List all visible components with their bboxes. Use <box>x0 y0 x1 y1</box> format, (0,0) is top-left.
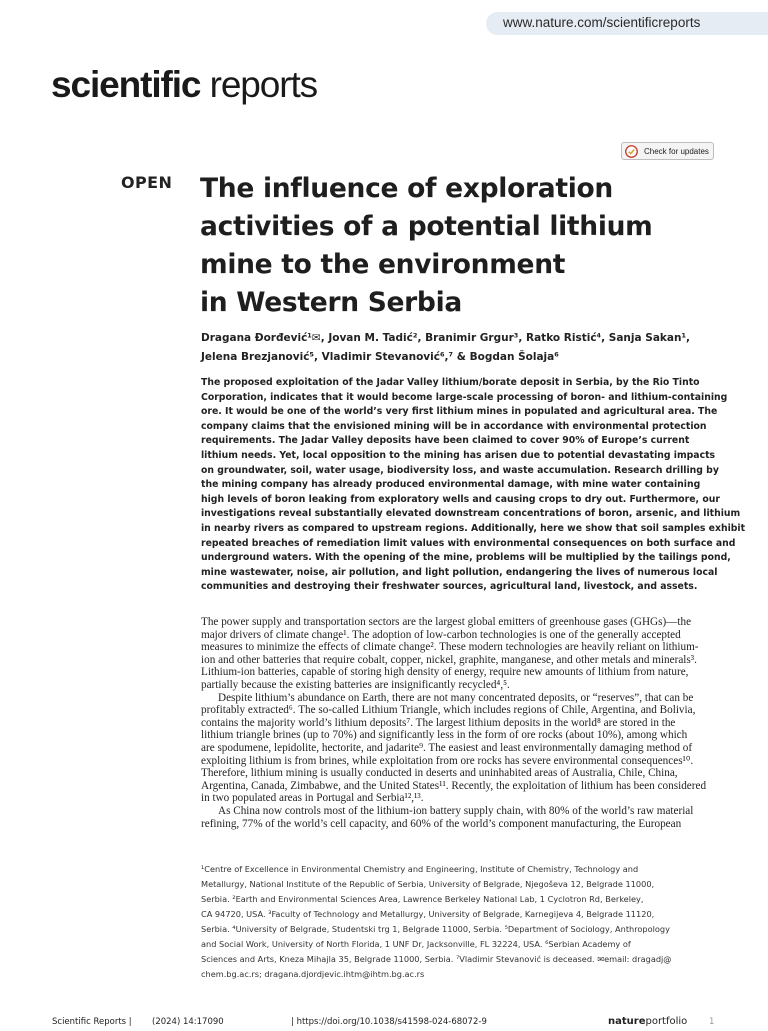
body-line: measures to minimize the effects of climate change². These modern technologies are heavily reliant on lithium- <box>201 641 699 654</box>
abstract-line: requirements. The Jadar Valley deposits have been claimed to cover 90% of Europe’s current <box>201 435 690 447</box>
author-list <box>201 329 721 367</box>
article-body <box>201 616 716 830</box>
crossmark-icon <box>625 145 638 158</box>
affiliations <box>201 862 716 982</box>
body-line: As China now controls most of the lithium-ion battery supply chain, with 80% of the world’s raw material <box>218 804 694 817</box>
affiliation-line: Serbia. ⁴University of Belgrade, Studentski trg 1, Belgrade 11000, Serbia. ⁵Department of Sociology, Anthropology <box>201 924 670 934</box>
author-line[interactable]: Jelena Brezjanović⁵, Vladimir Stevanović⁶,⁷ & Bogdan Šolaja⁶ <box>201 351 559 363</box>
journal-url[interactable]: www.nature.com/scientificreports <box>503 15 701 30</box>
abstract-line: in nearby rivers as compared to upstream regions. Additionally, here we show that soil samples exhibit <box>201 522 746 534</box>
author-line[interactable]: Dragana Đorđević¹✉, Jovan M. Tadić², Branimir Grgur³, Ratko Ristić⁴, Sanja Sakan¹, <box>201 332 691 344</box>
body-line: are spodumene, lepidolite, hectorite, and jadarite⁹. The easiest and least environmentally damaging method of <box>201 741 693 754</box>
footer-journal: Scientific Reports | <box>52 1017 132 1027</box>
title-line: activities of a potential lithium <box>200 211 653 242</box>
abstract-line: underground waters. With the opening of the mine, problems will be multiplied by the tailings pond, <box>201 552 731 564</box>
affiliation-line: Serbia. ²Earth and Environmental Sciences Area, Lawrence Berkeley National Lab, 1 Cyclotron Rd, Berkeley, <box>201 894 644 904</box>
footer-doi-link[interactable]: | https://doi.org/10.1038/s41598-024-68072-9 <box>291 1017 487 1027</box>
check-for-updates-button[interactable] <box>621 142 714 160</box>
page-number: 1 <box>709 1017 715 1027</box>
footer-volume: (2024) 14:17090 <box>152 1017 224 1027</box>
abstract-line: mine wastewater, noise, air pollution, and light pollution, endangering the lives of numerous local <box>201 566 718 578</box>
body-line: lithium triangle brines (up to 70%) and significantly less in the form of ore rocks (about 10%), among which <box>201 729 688 742</box>
affiliation-line: CA 94720, USA. ³Faculty of Technology and Metallurgy, University of Belgrade, Karnegijeva 4, Belgrade 11120, <box>201 909 655 919</box>
body-line: The power supply and transportation sectors are the largest global emitters of greenhouse gases (GHGs)—the <box>201 616 692 628</box>
abstract-line: high levels of boron leaking from exploratory wells and causing crops to dry out. Furthermore, our <box>201 493 720 505</box>
abstract-line: communities and destroying their freshwater sources, agricultural land, livestock, and assets. <box>201 581 698 593</box>
article-title <box>200 170 720 322</box>
page-footer <box>52 1017 718 1031</box>
abstract <box>201 376 746 595</box>
abstract-line: the mining company has already produced environmental damage, with mine water containing <box>201 479 701 491</box>
open-access-label: OPEN <box>121 173 173 192</box>
body-line: in two populated areas in Portugal and Serbia¹²,¹³. <box>201 792 424 805</box>
body-line: major drivers of climate change¹. The adoption of low-carbon technologies is one of the generally accepted <box>201 628 681 641</box>
abstract-line: ore. It would be one of the world’s very first lithium mines in populated and agricultural area. The <box>201 406 718 418</box>
affiliation-line: ¹Centre of Excellence in Environmental Chemistry and Engineering, Institute of Chemistry, Technology and <box>201 864 639 874</box>
url-banner <box>486 12 768 35</box>
affiliation-line[interactable]: chem.bg.ac.rs; dragana.djordjevic.ihtm@ihtm.bg.ac.rs <box>201 969 425 979</box>
abstract-line: Corporation, indicates that it would become large-scale processing of boron- and lithium-containing <box>201 391 728 403</box>
affiliation-line: and Social Work, University of North Florida, 1 UNF Dr, Jacksonville, FL 32224, USA. ⁶Serbian Academy of <box>201 939 631 949</box>
brand-light: portfolio <box>645 1016 688 1027</box>
affiliation-line: Metallurgy, National Institute of the Republic of Serbia, University of Belgrade, Njegoševa 12, Belgrade 11000, <box>201 879 655 889</box>
journal-logo[interactable] <box>51 66 317 103</box>
body-line: Therefore, lithium mining is usually conducted in deserts and uninhabited areas of Australia, Chile, China, <box>201 767 678 780</box>
brand-bold: nature <box>608 1016 646 1027</box>
body-line: refining, 77% of the world’s cell capacity, and 60% of the world’s component manufacturing, the European <box>201 817 682 830</box>
body-line: exploiting lithium is from brines, while exploitation from ore rocks has severe environmental consequences¹⁰. <box>201 754 694 767</box>
logo-bold-text: scientific <box>51 64 201 105</box>
abstract-line: on groundwater, soil, water usage, biodiversity loss, and waste accumulation. Research drilling by <box>201 464 719 476</box>
body-line: Lithium-ion batteries, capable of storing high density of energy, require new amounts of lithium from nature, <box>201 666 689 679</box>
logo-light-text: reports <box>209 64 318 105</box>
abstract-line: repeated breaches of remediation limit values with environmental consequences on both surface and <box>201 537 736 549</box>
check-for-updates-label: Check for updates <box>644 146 709 156</box>
body-line: ion and other batteries that require cobalt, copper, nickel, graphite, manganese, and other metals and minerals³. <box>201 653 697 666</box>
title-line: in Western Serbia <box>200 287 462 318</box>
abstract-line: company claims that the envisioned mining will be in accordance with environmental protection <box>201 420 707 432</box>
abstract-line: investigations reveal substantially elevated downstream concentrations of boron, arsenic, and lithium <box>201 508 741 520</box>
title-line: mine to the environment <box>200 249 566 280</box>
title-line: The influence of exploration <box>200 173 613 204</box>
affiliation-line[interactable]: Sciences and Arts, Kneza Mihajla 35, Belgrade 11000, Serbia. ⁷Vladimir Stevanović is deceased. ✉email: dragadj@ <box>201 954 672 964</box>
body-line: partially because the existing batteries are insignificantly recycled⁴,⁵. <box>201 678 510 691</box>
abstract-line: The proposed exploitation of the Jadar Valley lithium/borate deposit in Serbia, by the Rio Tinto <box>201 377 700 388</box>
body-line: Argentina, Canada, Zimbabwe, and the United States¹¹. Recently, the exploitation of lithium has been considered <box>201 779 707 792</box>
body-line: profitably extracted⁶. The so-called Lithium Triangle, which includes regions of Chile, Argentina, and Bolivia, <box>201 704 696 717</box>
abstract-line: lithium needs. Yet, local opposition to the mining has arisen due to potential devastating impacts <box>201 449 716 461</box>
publisher-logo <box>608 1016 687 1027</box>
body-line: Despite lithium’s abundance on Earth, there are not many concentrated deposits, or “reserves”, that can be <box>218 691 694 704</box>
body-line: contains the majority world’s lithium deposits⁷. The largest lithium deposits in the world⁸ are stored in the <box>201 716 676 729</box>
